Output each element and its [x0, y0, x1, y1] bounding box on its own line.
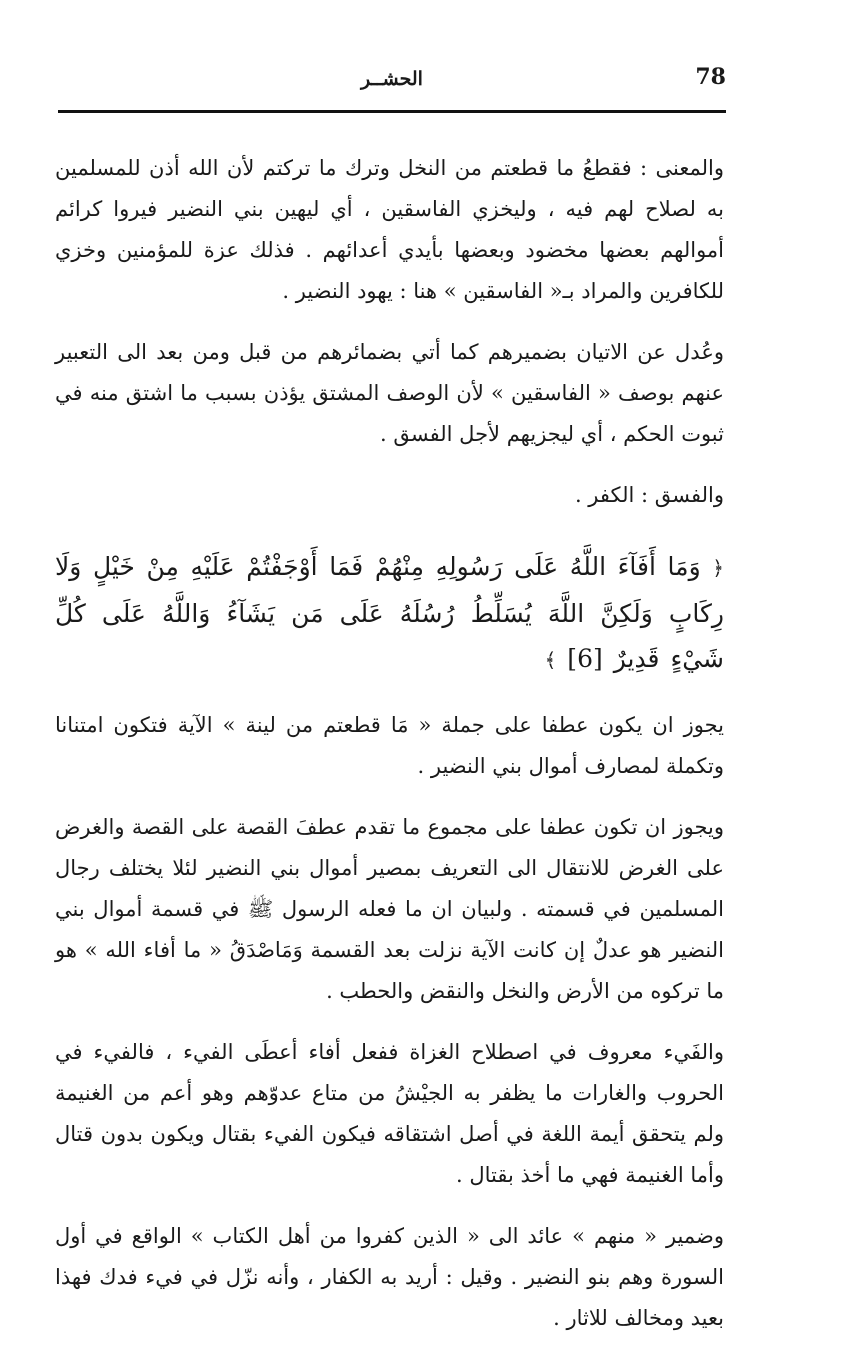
verse-number: [6]: [567, 644, 603, 673]
paragraph-qissa: ويجوز ان تكون عطفا على مجموع ما تقدم عطفَ القصة على القصة والغرض على الغرض للانتقال الى التعريف بمصير أموال بني النضير لئلا يختلف رجال المسلمين في قسمته . ولبيان ان ما فعله الرسول ﷺ في قسمة أموال بني النضير هو عدلٌ إن كانت الآية نزلت بعد القسمة وَمَاصْدَقُ « ما أفاء الله » هو ما تركوه من الأرض والنخل والنقض والحطب .: [55, 815, 724, 1003]
paragraph-pronoun: وعُدل عن الاتيان بضميرهم كما أتي بضمائرهم من قبل ومن بعد الى التعبير عنهم بوصف « الفاسقين » لأن الوصف المشتق يؤذن بسبب ما اشتق منه في ثبوت الحكم ، أي ليجزيهم لأجل الفسق .: [55, 340, 724, 446]
paragraph-fay: والفَيء معروف في اصطلاح الغزاة ففعل أفاء أعطَى الفيء ، فالفيء في الحروب والغارات ما يظفر به الجيْشُ من متاع عدوّهم وهو أعم من الغنيمة ولم يتحقق أيمة اللغة في أصل اشتقاقه فيكون الفيء بقتال ويكون بدون قتال وأما الغنيمة فهي ما أخذ بقتال .: [55, 1040, 724, 1187]
quran-open-bracket: ﴿: [712, 556, 724, 580]
quran-verse-text: وَمَا أَفَآءَ اللَّهُ عَلَى رَسُولِهِ مِنْهُمْ فَمَا أَوْجَفْتُمْ عَلَيْهِ مِنْ خَيْلٍ وَلَا رِكَابٍ وَلَكِنَّ اللَّهَ يُسَلِّطُ رُسُلَهُ عَلَى مَن يَشَآءُ وَاللَّهُ عَلَى كُلِّ شَيْءٍ قَدِيرٌ: [55, 552, 724, 673]
quran-verse: [55, 544, 724, 683]
page-body: [55, 148, 724, 1359]
paragraph-fisq: والفسق : الكفر .: [574, 483, 724, 507]
running-title: الحشــر: [361, 68, 423, 90]
paragraph-meaning: والمعنى : فقطعُ ما قطعتم من النخل وترك ما تركتم لأن الله أذن للمسلمين به لصلاح لهم فيه ، وليخزي الفاسقين ، أي ليهين بني النضير فيروا كرائم أموالهم بعضها مخضود وبعضها بأيدي أعدائهم . فذلك عزة للمؤمنين وخزي للكافرين والمراد بـ« الفاسقين » هنا : يهود النضير .: [55, 156, 724, 303]
page-number: 78: [695, 64, 726, 90]
paragraph-minhum: وضمير « منهم » عائد الى « الذين كفروا من أهل الكتاب » الواقع في أول السورة وهم بنو النضير . وقيل : أريد به الكفار ، وأنه نزّل في فيء فدك فهذا بعيد ومخالف للاثار .: [55, 1224, 724, 1330]
paragraph-atf: يجوز ان يكون عطفا على جملة « مَا قطعتم من لينة » الآية فتكون امتنانا وتكملة لمصارف أموال بني النضير .: [55, 713, 724, 778]
page-header: [58, 62, 726, 113]
quran-close-bracket: ﴾: [544, 648, 557, 672]
